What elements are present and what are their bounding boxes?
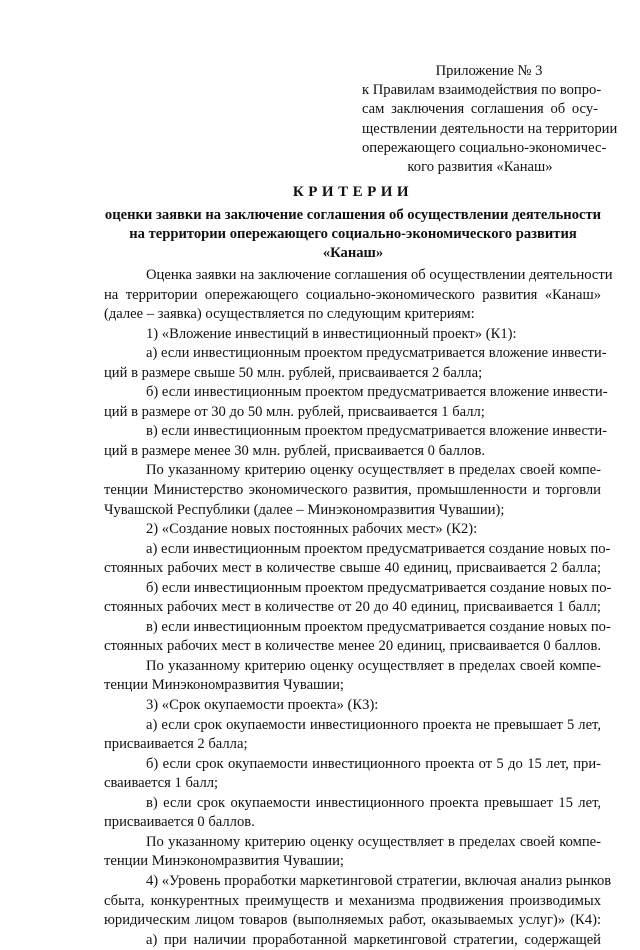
body-line: 4) «Уровень проработки маркетинговой стратегии, включая анализ рынков [146,872,612,889]
subtitle-line: на территории опережающего социально-экономического развития [129,226,577,242]
body-line: а) если инвестиционным проектом предусматривается вложение инвести- [146,345,607,362]
body-line: По указанному критерию оценку осуществляет в пределах своей компе- [146,833,601,850]
body-line: сваивается 1 балл; [104,775,219,792]
body-line: стоянных рабочих мест в количестве от 20 до 40 единиц, присваивается 1 балл; [104,599,601,616]
appendix-line: сам заключения соглашения об осу- [362,101,598,118]
body-line: в) если инвестиционным проектом предусматривается вложение инвести- [146,423,608,440]
appendix-line: кого развития «Канаш» [407,159,553,176]
document-body [104,266,613,950]
body-line: а) если срок окупаемости инвестиционного проекта не превышает 5 лет, [146,716,601,733]
body-line: тенции Министерство экономического развития, промышленности и торговли [104,482,601,499]
body-line: ций в размере менее 30 млн. рублей, присваивается 0 баллов. [104,442,486,459]
body-line: тенции Минэкономразвития Чувашии; [104,853,344,870]
document-title: КРИТЕРИИ [292,184,414,200]
body-line: ций в размере от 30 до 50 млн. рублей, присваивается 1 балл; [104,403,485,420]
body-line: на территории опережающего социально-экономического развития «Канаш» [104,286,601,303]
appendix-line: к Правилам взаимодействия по вопро- [362,82,602,99]
appendix-line: ществлении деятельности на территории [362,120,618,137]
appendix-line: опережающего социально-экономичес- [362,139,607,156]
body-line: стоянных рабочих мест в количестве свыше 40 единиц, присваивается 2 балла; [104,560,601,577]
body-line: тенции Минэкономразвития Чувашии; [104,677,344,694]
appendix-note [362,62,618,177]
body-line: стоянных рабочих мест в количестве менее 20 единиц, присваивается 0 баллов. [104,638,601,655]
subtitle-line: оценки заявки на заключение соглашения об осуществлении деятельности [104,207,602,223]
subtitle-line: «Канаш» [322,245,384,261]
body-line: б) если срок окупаемости инвестиционного проекта от 5 до 15 лет, при- [146,755,601,772]
body-line: присваивается 0 баллов. [104,814,255,831]
body-line: Оценка заявки на заключение соглашения об осуществлении деятельности [146,267,613,283]
body-line: а) при наличии проработанной маркетинговой стратегии, содержащей [146,931,601,948]
body-line: в) если инвестиционным проектом предусматривается создание новых по- [146,618,611,635]
body-line: сбыта, конкурентных преимуществ и механизма продвижения производимых [104,892,601,909]
body-line: б) если инвестиционным проектом предусматривается создание новых по- [146,579,612,596]
body-line: (далее – заявка) осуществляется по следующим критериям: [104,306,475,323]
body-line: присваивается 2 балла; [104,736,248,753]
body-line: а) если инвестиционным проектом предусматривается создание новых по- [146,540,611,557]
document-subtitle [104,206,602,263]
body-line: По указанному критерию оценку осуществляет в пределах своей компе- [146,462,601,479]
body-line: юридическим лицом товаров (выполняемых работ, оказываемых услуг)» (К4): [104,912,601,929]
body-line: 3) «Срок окупаемости проекта» (К3): [146,697,379,714]
body-line: б) если инвестиционным проектом предусматривается вложение инвести- [146,384,608,401]
body-line: ций в размере свыше 50 млн. рублей, присваивается 2 балла; [104,364,483,381]
body-line: в) если срок окупаемости инвестиционного проекта превышает 15 лет, [146,794,601,811]
body-line: 1) «Вложение инвестиций в инвестиционный проект» (К1): [146,325,517,342]
body-line: 2) «Создание новых постоянных рабочих мест» (К2): [146,521,478,538]
body-line: По указанному критерию оценку осуществляет в пределах своей компе- [146,657,601,674]
body-line: Чувашской Республики (далее – Минэкономразвития Чувашии); [104,501,505,518]
appendix-number: Приложение № 3 [435,63,543,79]
